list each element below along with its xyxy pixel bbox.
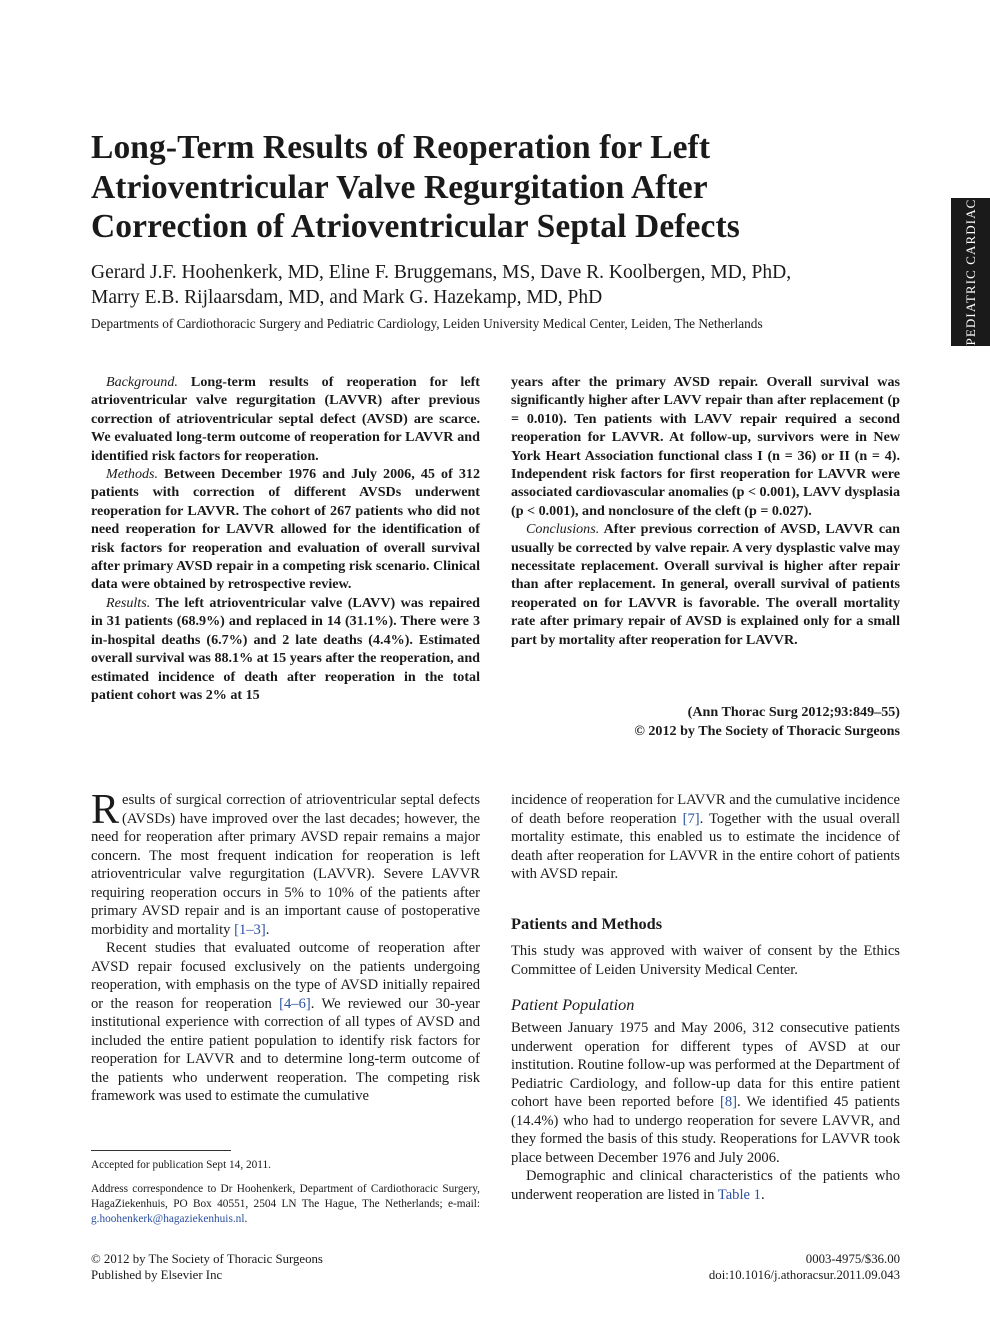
abstract-text: After previous correction of AVSD, LAVVR can usually be corrected by valve repair. A very dysplastic valve may necessitate replacement. Overall survival is higher after repair than after replacement. In general, overall survival of patients reoperated on for LAVVR is favorable. The overall mortality rate after primary repair of AVSD is explained only for a small part by mortality after reoperation for LAVVR. xyxy=(511,521,900,648)
paragraph-text: . We identified 45 patients (14.4%) who had to undergo reoperation for severe LAVVR, and they formed the basis of this study. Reoperations for LAVVR took place between December 1976 and July 2006. xyxy=(511,1094,900,1166)
abstract-text: The left atrioventricular valve (LAVV) was repaired in 31 patients (68.9%) and replaced in 14 (31.1%). There were 3 in-hospital deaths (6.7%) and 2 late deaths (4.4%). Estimated overall survival was 88.1% at 15 years after the reoperation, and estimated incidence of death after reoperation in the total patient cohort was 2% at 15 xyxy=(91,594,480,703)
publisher-info xyxy=(91,1251,491,1283)
paragraph-text: incidence of reoperation for LAVVR and the cumulative incidence of death before reoperation xyxy=(511,792,900,827)
reference-link[interactable]: [4–6] xyxy=(279,995,311,1012)
copyright-notice: © 2012 by The Society of Thoracic Surgeons xyxy=(91,1252,323,1266)
paragraph-text: Demographic and clinical characteristics of the patients who underwent reoperation are listed in xyxy=(511,1168,900,1203)
abstract-methods xyxy=(91,465,480,594)
paragraph-text: Between January 1975 and May 2006, 312 consecutive patients underwent operation for different types of AVSD at our institution. Routine follow-up was performed at the Department of Pediatric Cardiology, and follow-up data for this entire patient cohort have been reported before xyxy=(511,1020,900,1110)
paragraph-text: . xyxy=(760,1186,765,1203)
ethics-statement xyxy=(511,942,900,979)
abstract-results xyxy=(91,594,480,704)
author-line: Marry E.B. Rijlaarsdam, MD, and Mark G. Hazekamp, MD, PhD xyxy=(91,287,603,308)
title-line: Correction of Atrioventricular Septal Defects xyxy=(91,208,740,245)
abstract-left-column xyxy=(91,373,480,704)
journal-citation xyxy=(511,703,900,741)
section-tab xyxy=(951,198,990,346)
abstract-label: Results. xyxy=(106,594,151,611)
table-link[interactable]: Table 1 xyxy=(717,1186,761,1203)
drop-cap: R xyxy=(91,787,120,833)
section-heading: Patients and Methods xyxy=(511,914,663,933)
population-paragraph xyxy=(511,1019,900,1167)
abstract-label: Methods. xyxy=(106,466,159,483)
abstract-text: Long-term results of reoperation for left atrioventricular valve regurgitation (LAVVR) after previous correction of atrioventricular septal defect (AVSD) are scarce. We evaluated long-term outcome of reoperation for LAVVR and identified risk factors for reoperation. xyxy=(91,374,480,464)
abstract-background xyxy=(91,373,480,465)
paragraph-text: esults of surgical correction of atrioventricular septal defects (AVSDs) have improved over the last decades; however, the need for reoperation after primary AVSD repair remains a major concern. The most frequent indication for reoperation is left atrioventricular valve regurgitation (LAVVR). Severe LAVVR requiring reoperation occurs in 5% to 10% of the patients after primary AVSD repair and is an important cause of postoperative morbidity and mortality xyxy=(91,792,480,938)
abstract-right-column xyxy=(511,373,900,649)
paragraph-text: . We reviewed our 30-year institutional experience with correction of all types of AVSD and included the entire patient population to identify risk factors for reoperation for LAVVR and to determine long-term outcome of the patients who underwent reoperation. The competing risk framework was used to estimate the cumulative xyxy=(91,995,481,1104)
population-paragraph xyxy=(511,1167,900,1204)
correspondence-address xyxy=(91,1182,480,1227)
abstract-results-continued: years after the primary AVSD repair. Overall survival was significantly higher after LAVV repair than after replacement (p = 0.010). Ten patients with LAVV repair required a second reoperation for LAVVR. At follow-up, survivors were in New York Heart Association functional class I (n = 36) or II (n = 4). Independent risk factors for first reoperation for LAVVR were associated cardiovascular anomalies (p < 0.001), LAVV dysplasia (p < 0.001), and nonclosure of the cleft (p = 0.027). xyxy=(511,374,900,519)
reference-link[interactable]: [8] xyxy=(720,1094,738,1110)
paragraph-text: . xyxy=(265,921,270,938)
address-text: Address correspondence to Dr Hoohenkerk, Department of Cardiothoracic Surgery, HagaZiekenhuis, PO Box 40551, 2504 LN The Hague, The Netherlands; e-mail: xyxy=(91,1183,480,1210)
intro-paragraph xyxy=(511,791,900,884)
doi: doi:10.1016/j.athoracsur.2011.09.043 xyxy=(708,1268,900,1282)
publisher-name: Published by Elsevier Inc xyxy=(91,1268,223,1282)
reference-link[interactable]: [1–3] xyxy=(234,921,266,938)
footnote xyxy=(91,1158,480,1227)
intro-paragraph xyxy=(91,939,480,1106)
intro-paragraph xyxy=(91,787,480,939)
reference-link[interactable]: [7] xyxy=(682,810,700,827)
title-line: Atrioventricular Valve Regurgitation After xyxy=(91,168,708,206)
email-link[interactable]: g.hoohenkerk@hagaziekenhuis.nl xyxy=(91,1213,245,1225)
section-tab-label: PEDIATRIC CARDIAC xyxy=(962,198,978,346)
footnote-rule xyxy=(91,1150,231,1151)
author-line: Gerard J.F. Hoohenkerk, MD, Eline F. Bruggemans, MS, Dave R. Koolbergen, MD, PhD, xyxy=(91,262,792,283)
subsection-heading: Patient Population xyxy=(511,995,635,1014)
paragraph-text: . Together with the usual overall mortality estimate, this enabled us to estimate the incidence of death after reoperation for LAVVR in the entire cohort of patients with AVSD repair. xyxy=(511,810,900,882)
article-title xyxy=(91,128,931,247)
body-right-column-top xyxy=(511,791,900,884)
abstract-label: Background. xyxy=(106,374,178,390)
article-identifiers xyxy=(560,1251,900,1283)
paragraph-text: This study was approved with waiver of consent by the Ethics Committee of Leiden University Medical Center. xyxy=(511,943,900,978)
abstract-conclusions xyxy=(511,520,900,649)
patient-population-text xyxy=(511,1019,900,1204)
body-left-column xyxy=(91,787,481,1106)
citation-line: (Ann Thorac Surg 2012;93:849–55) xyxy=(687,704,900,720)
copyright-line: © 2012 by The Society of Thoracic Surgeons xyxy=(634,723,900,739)
author-list xyxy=(91,260,931,310)
abstract-label: Conclusions. xyxy=(526,521,600,538)
paragraph-text: Recent studies that evaluated outcome of reoperation after AVSD repair focused exclusively on the patients undergoing reoperation, with emphasis on the type of AVSD initially repaired or the reason for reoperation xyxy=(91,940,480,1012)
abstract-text: Between December 1976 and July 2006, 45 of 312 patients with correction of different AVSDs underwent reoperation for LAVVR. The cohort of 267 patients who did not need reoperation for LAVVR allowed for the identification of risk factors for reoperation and evaluation of overall survival after primary AVSD repair in a competing risk scenario. Clinical data were obtained by retrospective review. xyxy=(91,466,480,593)
affiliation: Departments of Cardiothoracic Surgery and Pediatric Cardiology, Leiden University Medical Center, Leiden, The Netherlands xyxy=(91,316,763,331)
accepted-date: Accepted for publication Sept 14, 2011. xyxy=(91,1159,271,1171)
issn-price: 0003-4975/$36.00 xyxy=(805,1252,900,1266)
title-line: Long-Term Results of Reoperation for Left xyxy=(91,129,711,166)
address-text: . xyxy=(244,1213,248,1225)
